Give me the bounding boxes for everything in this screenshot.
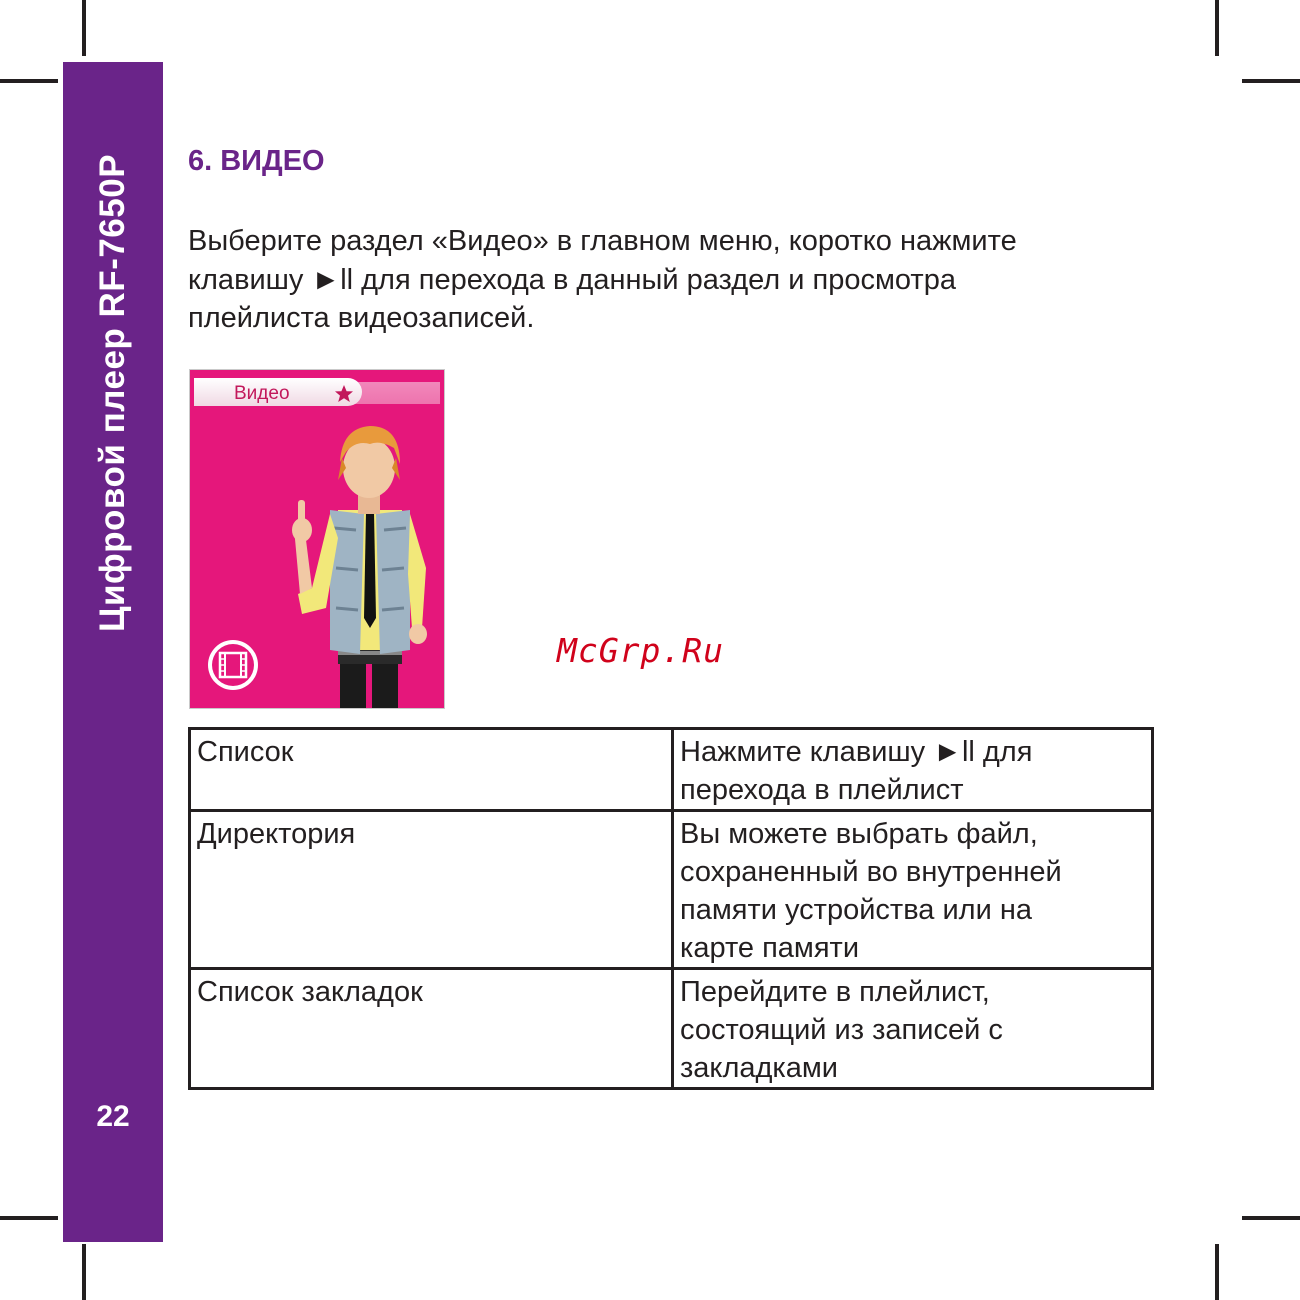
table-cell-label: Список закладок bbox=[190, 969, 673, 1089]
table-cell-label: Список bbox=[190, 729, 673, 811]
table-cell-description bbox=[673, 811, 1153, 969]
table-row bbox=[190, 969, 1153, 1089]
description-line: Вы можете выбрать файл, bbox=[680, 818, 1038, 850]
crop-mark-bottom-right-v bbox=[1215, 1244, 1219, 1300]
crop-mark-bottom-left-h bbox=[0, 1216, 58, 1220]
description-line: памяти устройства или на bbox=[680, 894, 1032, 926]
table-row bbox=[190, 729, 1153, 811]
film-icon bbox=[206, 638, 260, 692]
function-table bbox=[188, 727, 1154, 1090]
crop-mark-top-right-v bbox=[1215, 0, 1219, 56]
page-number: 22 bbox=[96, 1100, 130, 1133]
crop-mark-top-left-v bbox=[82, 0, 86, 56]
device-screen-illustration bbox=[189, 369, 445, 709]
description-line: закладками bbox=[680, 1052, 838, 1084]
intro-line: плейлиста видеозаписей. bbox=[188, 302, 535, 334]
character-figure-illustration bbox=[290, 418, 445, 709]
table-cell-label: Директория bbox=[190, 811, 673, 969]
section-heading: 6. ВИДЕО bbox=[188, 145, 325, 177]
intro-paragraph bbox=[188, 222, 1148, 338]
description-line: Перейдите в плейлист, bbox=[680, 976, 990, 1008]
crop-mark-top-left-h bbox=[0, 79, 58, 83]
table-cell-description bbox=[673, 969, 1153, 1089]
crop-mark-bottom-left-v bbox=[82, 1244, 86, 1300]
crop-mark-top-right-h bbox=[1242, 79, 1300, 83]
table-row bbox=[190, 811, 1153, 969]
table-cell-description bbox=[673, 729, 1153, 811]
watermark-text: McGrp.Ru bbox=[557, 631, 724, 670]
intro-line: Выберите раздел «Видео» в главном меню, коротко нажмите bbox=[188, 225, 1017, 257]
intro-line: клавишу ►ll для перехода в данный раздел и просмотра bbox=[188, 263, 956, 296]
description-line: сохраненный во внутренней bbox=[680, 856, 1062, 888]
star-icon bbox=[334, 384, 354, 404]
description-line: перехода в плейлист bbox=[680, 774, 964, 806]
crop-mark-bottom-right-h bbox=[1242, 1216, 1300, 1220]
description-line: Нажмите клавишу ►ll для bbox=[680, 736, 1033, 768]
screen-title: Видео bbox=[234, 383, 290, 404]
description-line: состоящий из записей с bbox=[680, 1014, 1003, 1046]
sidebar-product-title: Цифровой плеер RF-7650P bbox=[93, 153, 132, 633]
description-line: карте памяти bbox=[680, 932, 860, 964]
